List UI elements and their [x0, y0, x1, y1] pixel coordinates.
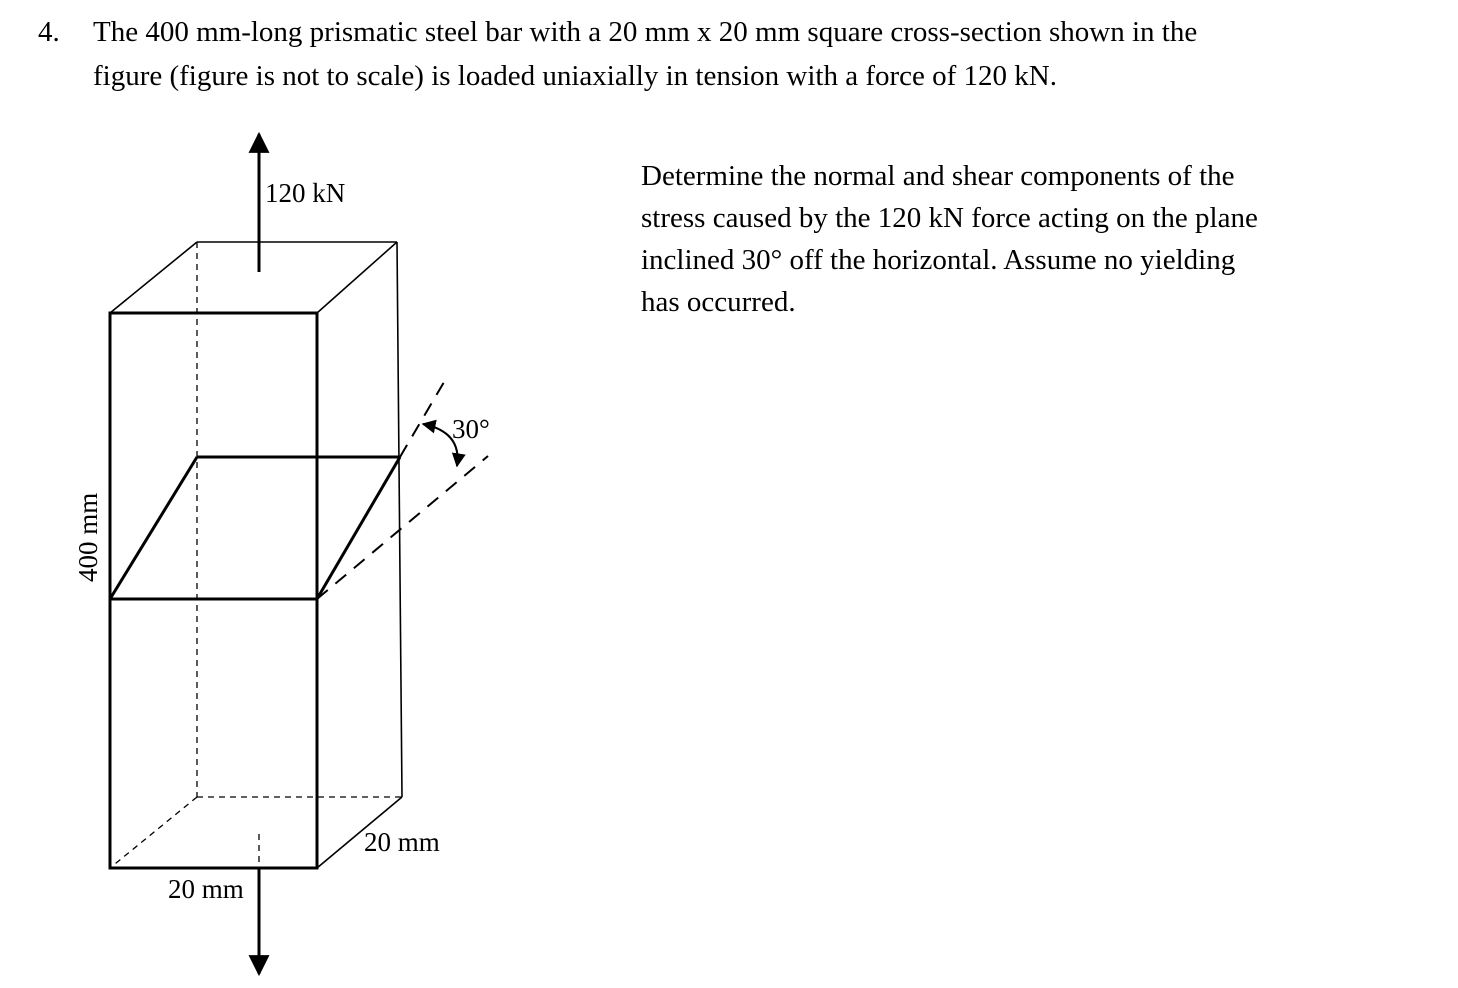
front-width-label: 20 mm [168, 874, 244, 904]
side-width-label: 20 mm [364, 827, 440, 857]
plane-extension-lines [317, 377, 488, 599]
prompt-line-1: Determine the normal and shear components of the [641, 160, 1235, 192]
inclined-plane [110, 457, 400, 599]
prompt-line-3: inclined 30° off the horizontal. Assume no yielding [641, 244, 1236, 276]
hidden-edges [110, 242, 402, 868]
prompt-line-2: stress caused by the 120 kN force acting on the plane [641, 202, 1258, 234]
question-line-2: figure (figure is not to scale) is loaded uniaxially in tension with a force of 120 kN. [93, 60, 1057, 92]
top-face [110, 242, 402, 868]
angle-label: 30° [452, 414, 490, 444]
front-face [110, 313, 317, 868]
prompt-line-4: has occurred. [641, 286, 796, 318]
question-line-1: The 400 mm-long prismatic steel bar with a 20 mm x 20 mm square cross-section shown in the [93, 16, 1198, 48]
length-label: 400 mm [73, 492, 103, 582]
question-number: 4. [38, 16, 60, 48]
force-label: 120 kN [265, 178, 346, 208]
